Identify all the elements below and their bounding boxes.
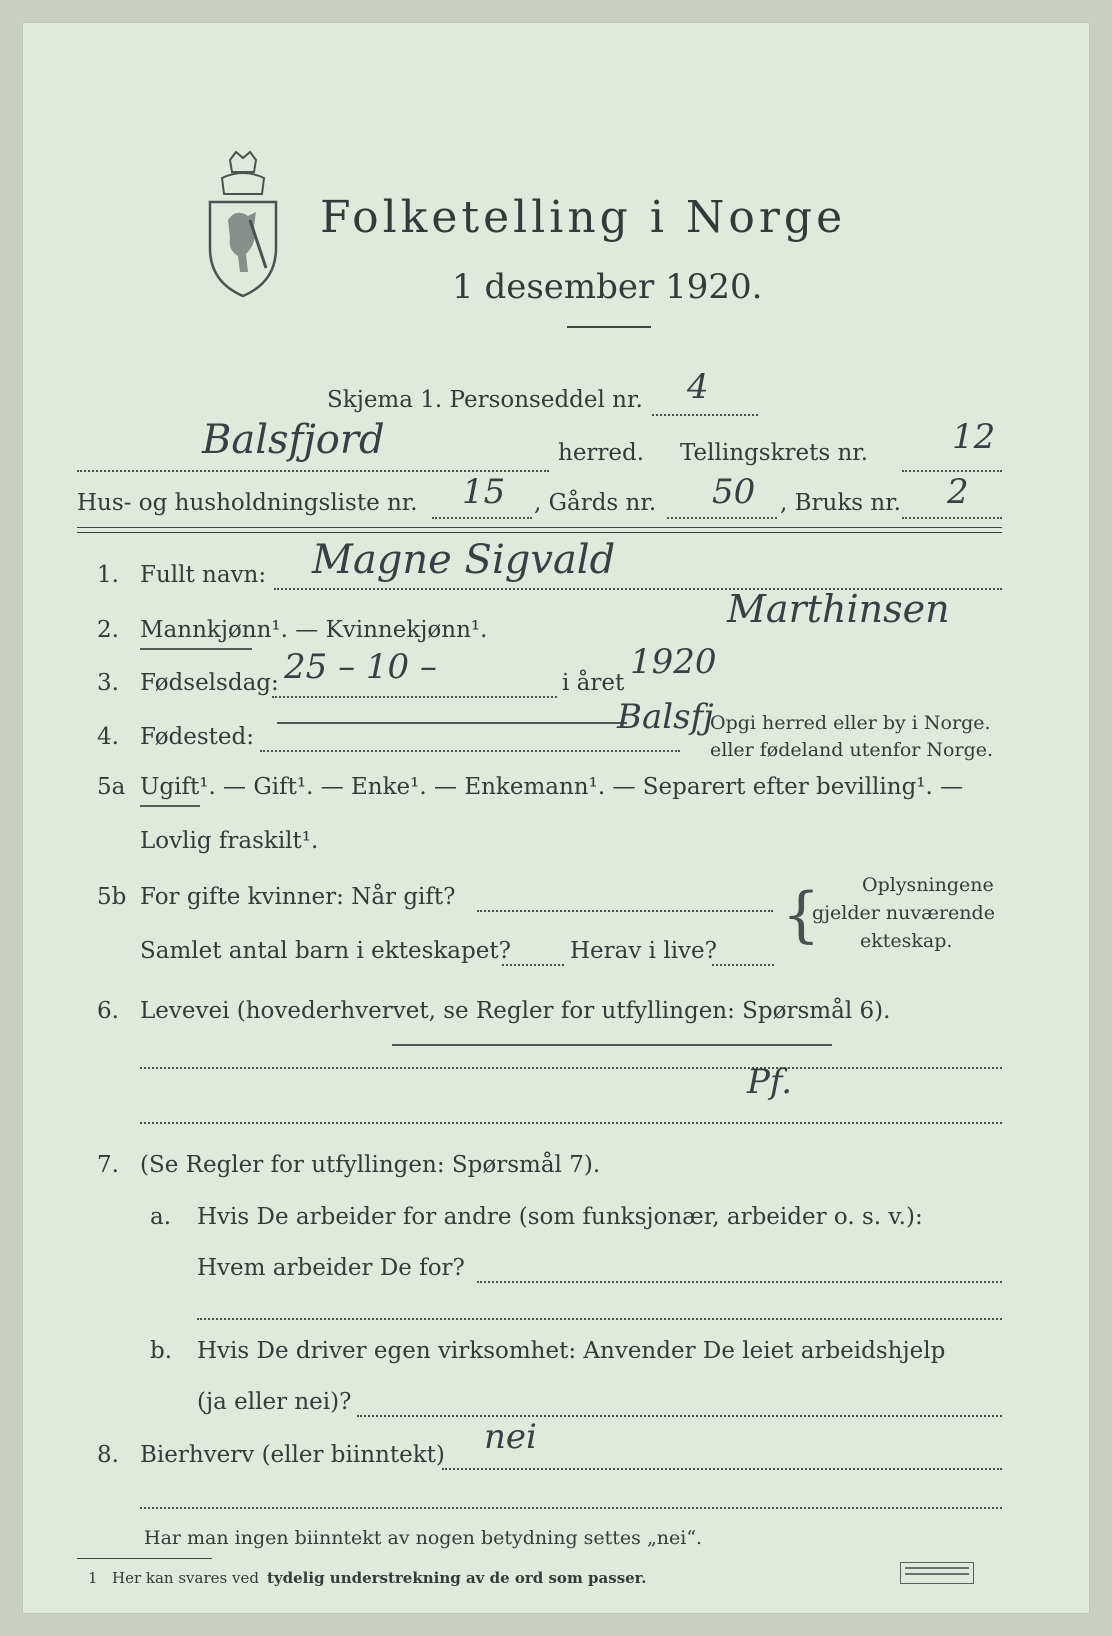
full-name-value: Magne Sigvald <box>312 537 616 583</box>
q3-dotline <box>272 696 557 698</box>
title-divider <box>567 326 651 328</box>
q5b-note-line2: gjelder nuværende <box>812 902 995 924</box>
q5b-dotline-1 <box>477 910 773 912</box>
q7b-dotline <box>357 1415 1002 1417</box>
q6-label: Levevei (hovederhvervet, se Regler for utfyllingen: Spørsmål 6). <box>140 998 891 1024</box>
skjema-dotline <box>652 414 758 416</box>
q8-number: 8. <box>97 1442 119 1468</box>
q3-number: 3. <box>97 670 119 696</box>
q5b-label-line2: Samlet antal barn i ekteskapet? <box>140 938 511 964</box>
printer-stamp <box>900 1562 974 1584</box>
footnote-number: 1 <box>88 1569 98 1587</box>
q7b-label-line2: (ja eller nei)? <box>197 1389 352 1415</box>
q4-dotline <box>260 750 680 752</box>
q2-label: Mannkjønn¹. — Kvinnekjønn¹. <box>140 617 488 643</box>
q5b-dotline-2 <box>502 964 564 966</box>
q5b-note-line3: ekteskap. <box>860 930 953 952</box>
q5a-label: Ugift¹. — Gift¹. — Enke¹. — Enkemann¹. — Separert efter bevilling¹. — <box>140 774 964 800</box>
q5b-dotline-3 <box>712 964 774 966</box>
hus-label: Hus- og husholdningsliste nr. <box>77 490 418 516</box>
bruks-value: 2 <box>947 472 969 512</box>
personseddel-number: 4 <box>687 367 709 407</box>
q8-dotline-1 <box>442 1468 1002 1470</box>
header-rule-1 <box>77 527 1002 528</box>
hus-dotline <box>432 517 532 519</box>
occupation-strikethrough <box>392 1044 832 1046</box>
q7a-number: a. <box>150 1204 172 1230</box>
birth-date-value: 25 – 10 – <box>284 647 437 687</box>
full-name-value-surname: Marthinsen <box>727 587 950 631</box>
q5b-note-line1: Oplysningene <box>862 874 994 896</box>
gards-label: , Gårds nr. <box>534 490 657 516</box>
q5b-label: For gifte kvinner: Når gift? <box>140 884 456 910</box>
census-date: 1 desember 1920. <box>452 267 763 307</box>
footnote-bold-text: tydelig understrekning av de ord som passer. <box>267 1569 647 1587</box>
q7-label: (Se Regler for utfyllingen: Spørsmål 7). <box>140 1152 601 1178</box>
footnote-text: Her kan svares ved <box>112 1569 259 1587</box>
q6-number: 6. <box>97 998 119 1024</box>
hus-value: 15 <box>462 472 506 512</box>
q6-dotline-2 <box>140 1122 1002 1124</box>
birthplace-value: Balsfj <box>617 697 714 737</box>
q7-number: 7. <box>97 1152 119 1178</box>
norway-coat-of-arms-icon <box>200 150 286 300</box>
occupation-value: Pf. <box>747 1062 793 1102</box>
mannkjonn-underline <box>140 648 252 650</box>
bierhverv-value: nei <box>484 1417 537 1457</box>
q4-note-line2: eller fødeland utenfor Norge. <box>710 739 994 761</box>
q7a-label-line2: Hvem arbeider De for? <box>197 1255 465 1281</box>
q2-number: 2. <box>97 617 119 643</box>
herred-label: herred. <box>558 440 645 466</box>
q5b-number: 5b <box>97 884 127 910</box>
q8-dotline-2 <box>140 1507 1002 1509</box>
q3-year-label: i året <box>562 670 625 696</box>
census-form <box>22 22 1090 1614</box>
q6-dotline-1 <box>140 1067 1002 1069</box>
birthplace-strikethrough <box>277 722 627 724</box>
q4-number: 4. <box>97 724 119 750</box>
header-rule-2 <box>77 532 1002 533</box>
gards-dotline <box>667 517 777 519</box>
q1-number: 1. <box>97 562 119 588</box>
q5a-label-line2: Lovlig fraskilt¹. <box>140 828 319 854</box>
herred-value: Balsfjord <box>202 417 385 463</box>
q8-label: Bierhverv (eller biinntekt) <box>140 1442 445 1468</box>
bruks-label: , Bruks nr. <box>780 490 901 516</box>
biinntekt-note: Har man ingen biinntekt av nogen betydning settes „nei“. <box>144 1527 703 1549</box>
q3-label: Fødselsdag: <box>140 670 279 696</box>
tellingskrets-value: 12 <box>952 417 996 457</box>
q5a-number: 5a <box>97 774 126 800</box>
form-title: Folketelling i Norge <box>320 192 847 243</box>
gards-value: 50 <box>712 472 756 512</box>
footnote-rule <box>77 1558 212 1559</box>
q4-label: Fødested: <box>140 724 255 750</box>
q7a-dotline-1 <box>477 1281 1002 1283</box>
q7b-label: Hvis De driver egen virksomhet: Anvender De leiet arbeidshjelp <box>197 1338 946 1364</box>
skjema-label: Skjema 1. Personseddel nr. <box>327 387 643 413</box>
q5b-label-line3: Herav i live? <box>570 938 717 964</box>
q7a-dotline-2 <box>197 1318 1002 1320</box>
bruks-dotline <box>902 517 1002 519</box>
q1-label: Fullt navn: <box>140 562 267 588</box>
birth-year-value: 1920 <box>630 642 717 682</box>
tellingskrets-label: Tellingskrets nr. <box>680 440 869 466</box>
q7a-label: Hvis De arbeider for andre (som funksjonær, arbeider o. s. v.): <box>197 1204 923 1230</box>
q7b-number: b. <box>150 1338 173 1364</box>
q5b-brace: { <box>782 880 821 950</box>
ugift-underline <box>140 805 200 807</box>
q4-note-line1: Opgi herred eller by i Norge. <box>710 712 991 734</box>
